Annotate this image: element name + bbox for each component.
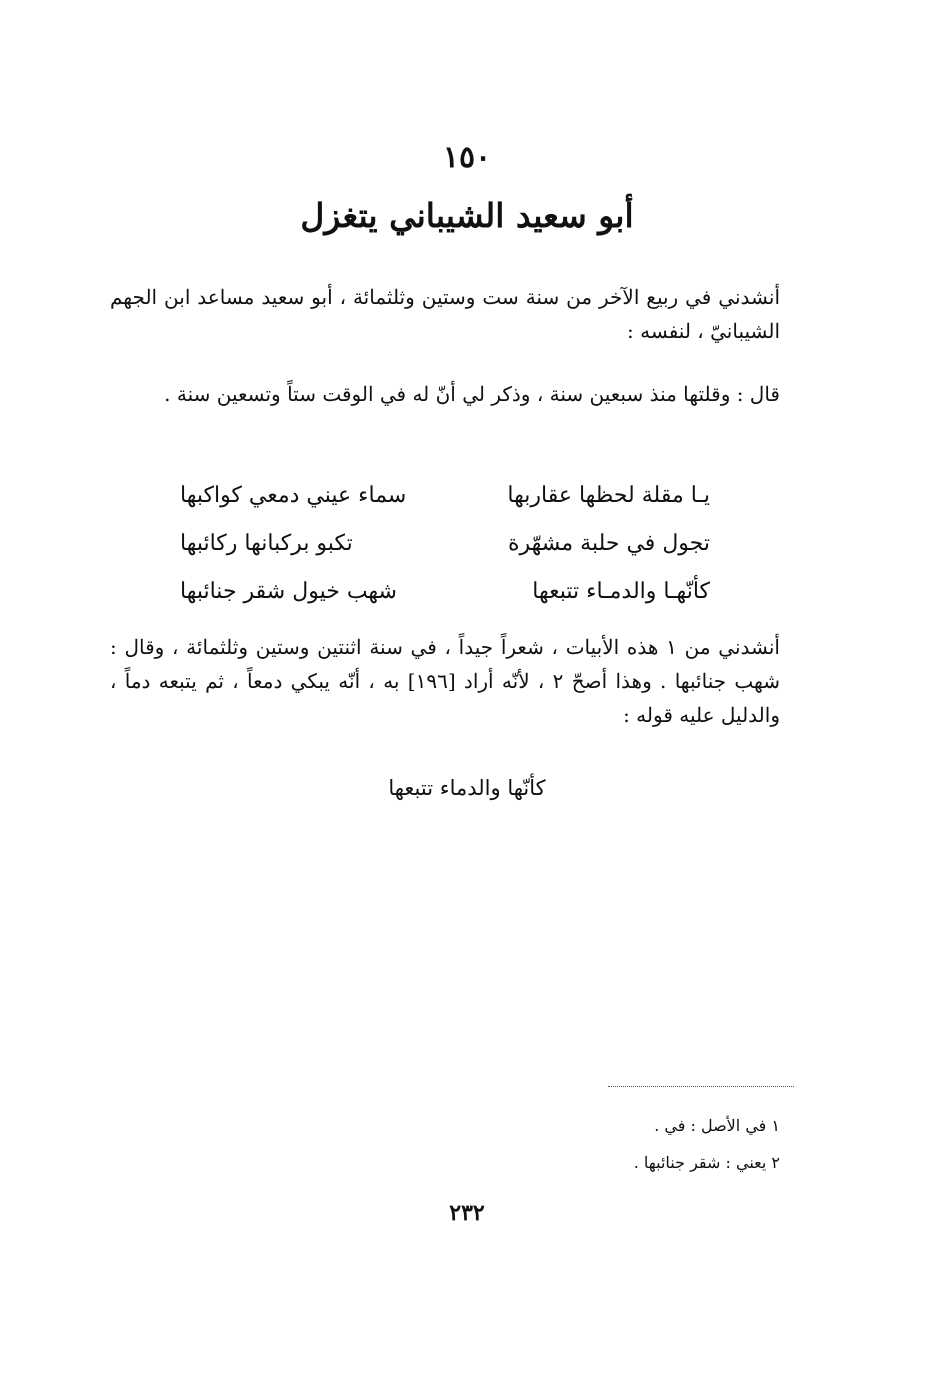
verse-first-hemistich: يـا مقلة لحظها عقاربها	[507, 483, 710, 508]
verse-first-hemistich: تجول في حلبة مشهّرة	[507, 531, 710, 556]
verse-second-hemistich: تكبو بركبانها ركائبها	[180, 531, 353, 556]
verse-first-hemistich: كأنّهـا والدمـاء تتبعها	[532, 579, 710, 604]
footnote: ٢ يعني : شقر جنائبها .	[633, 1153, 780, 1172]
narration-paragraph: قال : وقلتها منذ سبعين سنة ، وذكر لي أنّ له في الوقت ستاً وتسعين سنة .	[164, 382, 780, 406]
commentary-paragraph: أنشدني من ١ هذه الأبيات ، شعراً جيداً ، في سنة اثنتين وستين وثلثمائة ، وقال : شهب جنائبها . وهذا أصحّ ٢ ، لأنّه أراد [١٩٦] به ، أنّه يبكي دمعاً ، ثم يتبعه دماً ، والدليل عليه قوله :	[110, 635, 781, 727]
poem-verse	[180, 522, 710, 566]
quoted-hemistich: كأنّها والدماء تتبعها	[388, 776, 546, 800]
section-title: أبو سعيد الشيباني يتغزل	[300, 196, 634, 235]
section-number: ١٥٠	[442, 140, 492, 175]
footnote: ١ في الأصل : في .	[654, 1116, 780, 1135]
verse-second-hemistich: سماء عيني دمعي كواكبها	[180, 483, 407, 508]
poem-verse	[180, 570, 710, 614]
intro-paragraph: أنشدني في ربيع الآخر من سنة ست وستين وثلثمائة ، أبو سعيد مساعد ابن الجهم الشيبانيّ ، لنفسه :	[110, 285, 780, 343]
page-number: ٢٣٢	[449, 1200, 485, 1226]
verse-second-hemistich: شهب خيول شقر جنائبها	[180, 579, 397, 604]
footnote-divider	[608, 1086, 794, 1087]
poem-verse	[180, 474, 710, 518]
